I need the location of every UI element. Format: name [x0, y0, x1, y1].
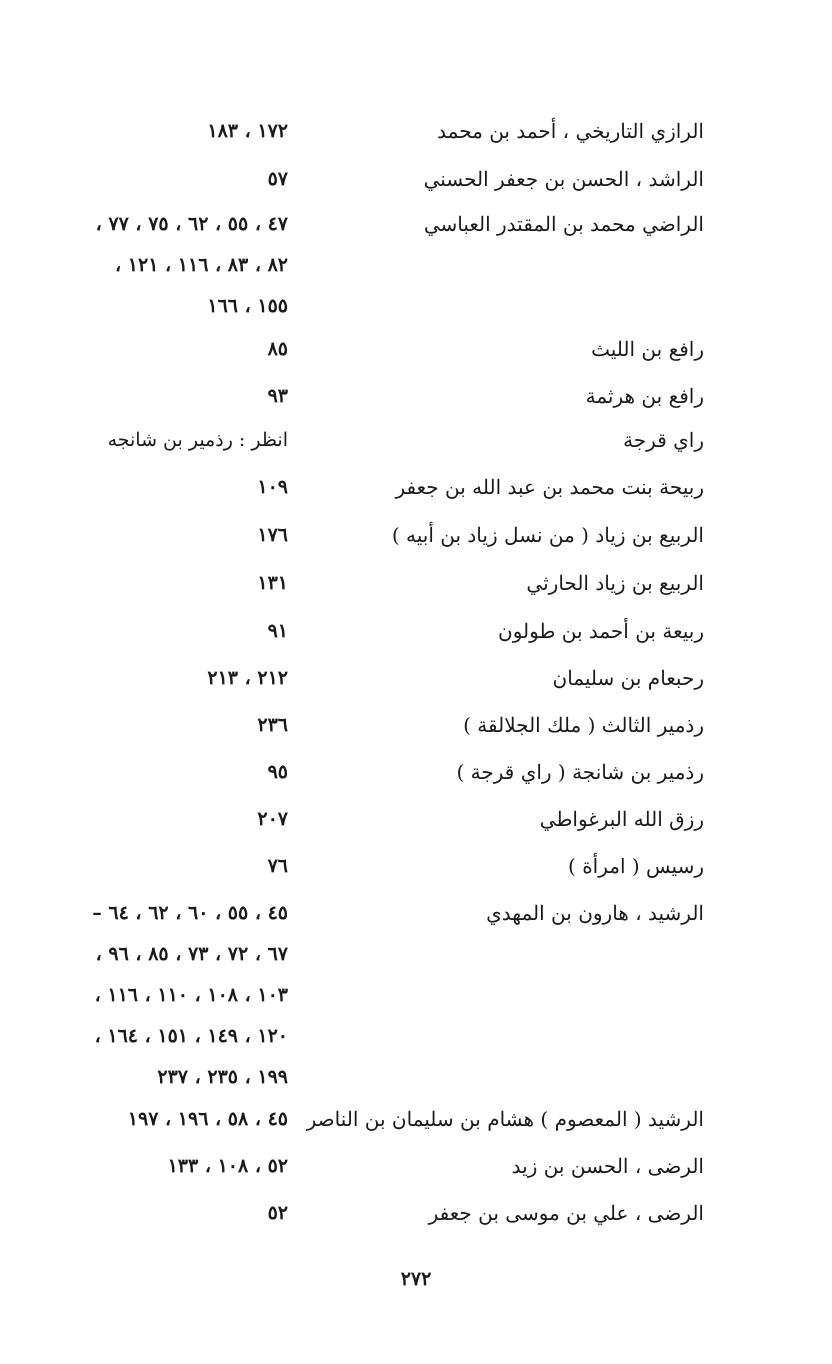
entry-page-refs	[3, 522, 288, 563]
page-ref-line: ١٥٥ ، ١٦٦	[207, 295, 288, 317]
entry-page-refs	[3, 806, 288, 847]
page-ref-line: ٤٥ ، ٥٥ ، ٦٠ ، ٦٢ ، ٦٤ –	[92, 902, 288, 924]
entry-name: راي قرجة	[623, 428, 704, 452]
entry-page-refs	[3, 336, 288, 377]
page-ref-line: ١٣١	[257, 572, 288, 594]
entry-name: الربيع بن زياد الحارثي	[526, 571, 704, 595]
entry-name: الراضي محمد بن المقتدر العباسي	[423, 212, 704, 236]
page-ref-line: ١٧٢ ، ١٨٣	[207, 120, 288, 142]
entry-page-refs	[3, 166, 288, 207]
entry-page-refs	[3, 383, 288, 424]
entry-name: الرشيد ، هارون بن المهدي	[486, 901, 704, 925]
page-number: ٢٧٢	[400, 1268, 432, 1290]
entry-name: رحبعام بن سليمان	[552, 666, 704, 690]
entry-page-refs	[3, 853, 288, 894]
page-ref-line: ٥٢ ، ١٠٨ ، ١٣٣	[167, 1155, 288, 1177]
page-ref-line: ٩١	[267, 620, 288, 642]
entry-name: الربيع بن زياد ( من نسل زياد بن أبيه )	[391, 523, 704, 547]
page-ref-line: ٦٧ ، ٧٢ ، ٧٣ ، ٨٥ ، ٩٦ ،	[95, 943, 288, 965]
entry-name: الراشد ، الحسن بن جعفر الحسني	[423, 167, 704, 191]
page-ref-line: انظر : رذمير بن شانجه	[107, 429, 288, 451]
entry-name: الرضى ، الحسن بن زيد	[511, 1154, 704, 1178]
entry-page-refs	[3, 1200, 288, 1241]
entry-page-refs	[3, 211, 288, 334]
page-ref-line: ٢٣٦	[257, 714, 288, 736]
page-ref-line: ٩٣	[267, 385, 288, 407]
entry-page-refs	[3, 570, 288, 611]
page-ref-line: ٢٠٧	[257, 808, 288, 830]
page-ref-line: ٥٧	[267, 168, 288, 190]
page-ref-line: ١٧٦	[257, 524, 288, 546]
entry-page-refs	[3, 712, 288, 753]
page-ref-line: ١٢٠ ، ١٤٩ ، ١٥١ ، ١٦٤ ،	[94, 1025, 288, 1047]
entry-page-refs	[3, 427, 288, 468]
entry-name: رزق الله البرغواطي	[539, 807, 704, 831]
page-ref-line: ١٠٩	[257, 476, 288, 498]
entry-name: رذمير بن شانجة ( راي قرجة )	[456, 760, 704, 784]
page-ref-line: ٧٦	[267, 855, 288, 877]
page-ref-line: ٨٢ ، ٨٣ ، ١١٦ ، ١٢١ ،	[115, 254, 288, 276]
page-ref-line: ١٠٣ ، ١٠٨ ، ١١٠ ، ١١٦ ،	[94, 984, 288, 1006]
page-ref-line: ١٩٩ ، ٢٣٥ ، ٢٣٧	[157, 1066, 288, 1088]
entry-name: ربيحة بنت محمد بن عبد الله بن جعفر	[395, 475, 704, 499]
entry-page-refs	[3, 118, 288, 159]
entry-page-refs	[3, 1106, 288, 1147]
page-ref-line: ٢١٢ ، ٢١٣	[207, 667, 288, 689]
entry-name: رافع بن هرثمة	[585, 384, 704, 408]
entry-page-refs	[3, 900, 288, 1105]
entry-name: الرازي التاريخي ، أحمد بن محمد	[437, 119, 704, 143]
entry-page-refs	[3, 759, 288, 800]
page-ref-line: ٤٥ ، ٥٨ ، ١٩٦ ، ١٩٧	[127, 1108, 288, 1130]
entry-name: رذمير الثالث ( ملك الجلالقة )	[463, 713, 704, 737]
entry-name: رافع بن الليث	[591, 337, 704, 361]
entry-name: الرشيد ( المعصوم ) هشام بن سليمان بن الناصر	[306, 1107, 704, 1131]
entry-page-refs	[3, 474, 288, 515]
page-ref-line: ٨٥	[267, 338, 288, 360]
entry-name: رسيس ( امرأة )	[568, 854, 704, 878]
page-ref-line: ٥٢	[267, 1202, 288, 1224]
entry-page-refs	[3, 1153, 288, 1194]
entry-name: الرضى ، علي بن موسى بن جعفر	[428, 1201, 704, 1225]
entry-page-refs	[3, 618, 288, 659]
entry-name: ربيعة بن أحمد بن طولون	[498, 619, 704, 643]
entry-page-refs	[3, 665, 288, 706]
page-ref-line: ٩٥	[267, 761, 288, 783]
page-ref-line: ٤٧ ، ٥٥ ، ٦٢ ، ٧٥ ، ٧٧ ،	[95, 213, 288, 235]
